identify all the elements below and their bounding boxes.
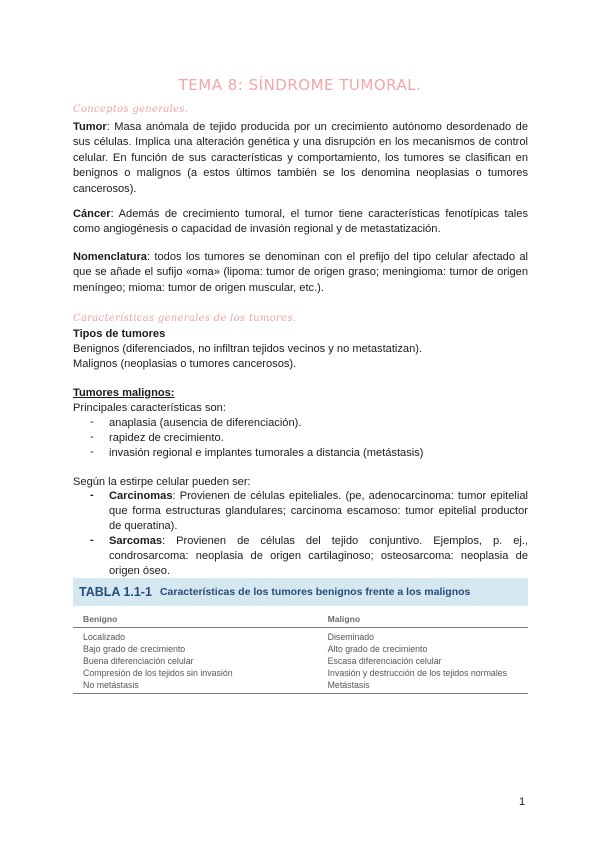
malignos-intro: Principales características son: — [73, 402, 226, 414]
table-header-row — [73, 606, 528, 628]
nomenclatura-definition — [73, 250, 528, 296]
document-title: TEMA 8: SÍNDROME TUMORAL. — [178, 76, 422, 94]
sarcomas-text: : Provienen de células del tejido conjuntivo. Ejemplos, p. ej., condrosarcoma: neoplasia de origen cartilaginoso; osteosarcoma: neoplasia de origen óseo. — [109, 535, 528, 578]
cancer-text: : Además de crecimiento tumoral, el tumor tiene características fenotípicas tales como angiogénesis o capacidad de invasión regional y de metastatización. — [73, 208, 528, 236]
table-caption: Características de los tumores benignos frente a los malignos — [159, 586, 471, 598]
section-heading-caracteristicas: Características generales de los tumores. — [73, 313, 297, 324]
page-number: 1 — [519, 796, 526, 808]
table-cell: Metástasis — [327, 680, 370, 690]
carcinomas-text: : Provienen de células epiteliales. (pe, adenocarcinoma: tumor epitelial que forma estructuras glandulares; carcinoma escamoso: tumor epitelial productor de queratina). — [109, 490, 528, 533]
table-number: TABLA 1.1-1 — [79, 585, 152, 599]
tipos-benignos: Benignos (diferenciados, no infiltran tejidos vecinos y no metastatizan). — [73, 343, 423, 355]
tipos-heading: Tipos de tumores — [73, 328, 166, 340]
list-bullet: - — [90, 489, 94, 501]
tumor-text: : Masa anómala de tejido producida por un crecimiento autónomo desordenado de sus células. Implica una alteración genética y una disrupción en los mecanismos de control celular. En función de sus características y comportamiento, los tumores se clasifican en benignos o malignos (a estos últimos también se los denomina neoplasias o tumores cancerosos). — [73, 121, 528, 195]
table-caption-bar — [73, 578, 528, 606]
table-cell: Alto grado de crecimiento — [327, 644, 428, 654]
tumor-definition — [73, 120, 528, 197]
table-row — [73, 631, 528, 643]
tumor-term: Tumor — [73, 121, 107, 133]
table-cell: No metástasis — [83, 680, 139, 690]
list-item: rapidez de crecimiento. — [109, 432, 224, 444]
nomenclatura-term: Nomenclatura — [73, 251, 147, 263]
table-cell: Compresión de los tejidos sin invasión — [83, 668, 233, 678]
tipos-malignos: Malignos (neoplasias o tumores cancerosos). — [73, 358, 297, 370]
column-header-maligno: Maligno — [327, 614, 361, 624]
table-cell: Localizado — [83, 632, 126, 642]
list-item: invasión regional e implantes tumorales a distancia (metástasis) — [109, 447, 424, 459]
table-cell: Buena diferenciación celular — [83, 656, 194, 666]
sarcomas-term: Sarcomas — [109, 535, 163, 547]
section-heading-conceptos: Conceptos generales. — [73, 104, 189, 115]
table-cell: Invasión y destrucción de los tejidos normales — [327, 668, 508, 678]
table-bottom-rule — [73, 693, 528, 694]
table-body — [73, 628, 528, 691]
cancer-definition — [73, 207, 528, 238]
nomenclatura-text: : todos los tumores se denominan con el prefijo del tipo celular afectado al que se añade el sufijo «oma» (lipoma: tumor de origen graso; meningioma: tumor de origen meníngeo; mioma: tumor de origen muscular, etc.). — [73, 251, 528, 294]
estirpe-intro: Según la estirpe celular pueden ser: — [73, 476, 251, 488]
table-cell: Diseminado — [327, 632, 375, 642]
table-row — [73, 643, 528, 655]
list-item: anaplasia (ausencia de diferenciación). — [109, 417, 302, 429]
carcinomas-term: Carcinomas — [109, 490, 173, 502]
table-cell: Escasa diferenciación celular — [327, 656, 442, 666]
list-bullet: - — [90, 431, 94, 443]
table-row — [73, 667, 528, 679]
list-bullet: - — [90, 446, 94, 458]
column-header-benigno: Benigno — [83, 614, 118, 624]
carcinomas-item — [109, 489, 528, 534]
table-row — [73, 679, 528, 691]
table-cell: Bajo grado de crecimiento — [83, 644, 186, 654]
malignos-heading: Tumores malignos: — [73, 387, 175, 399]
cancer-term: Cáncer — [73, 208, 111, 220]
list-bullet: - — [90, 416, 94, 428]
table-row — [73, 655, 528, 667]
sarcomas-item — [109, 534, 528, 579]
comparison-table — [73, 578, 528, 694]
list-bullet: - — [90, 534, 94, 546]
